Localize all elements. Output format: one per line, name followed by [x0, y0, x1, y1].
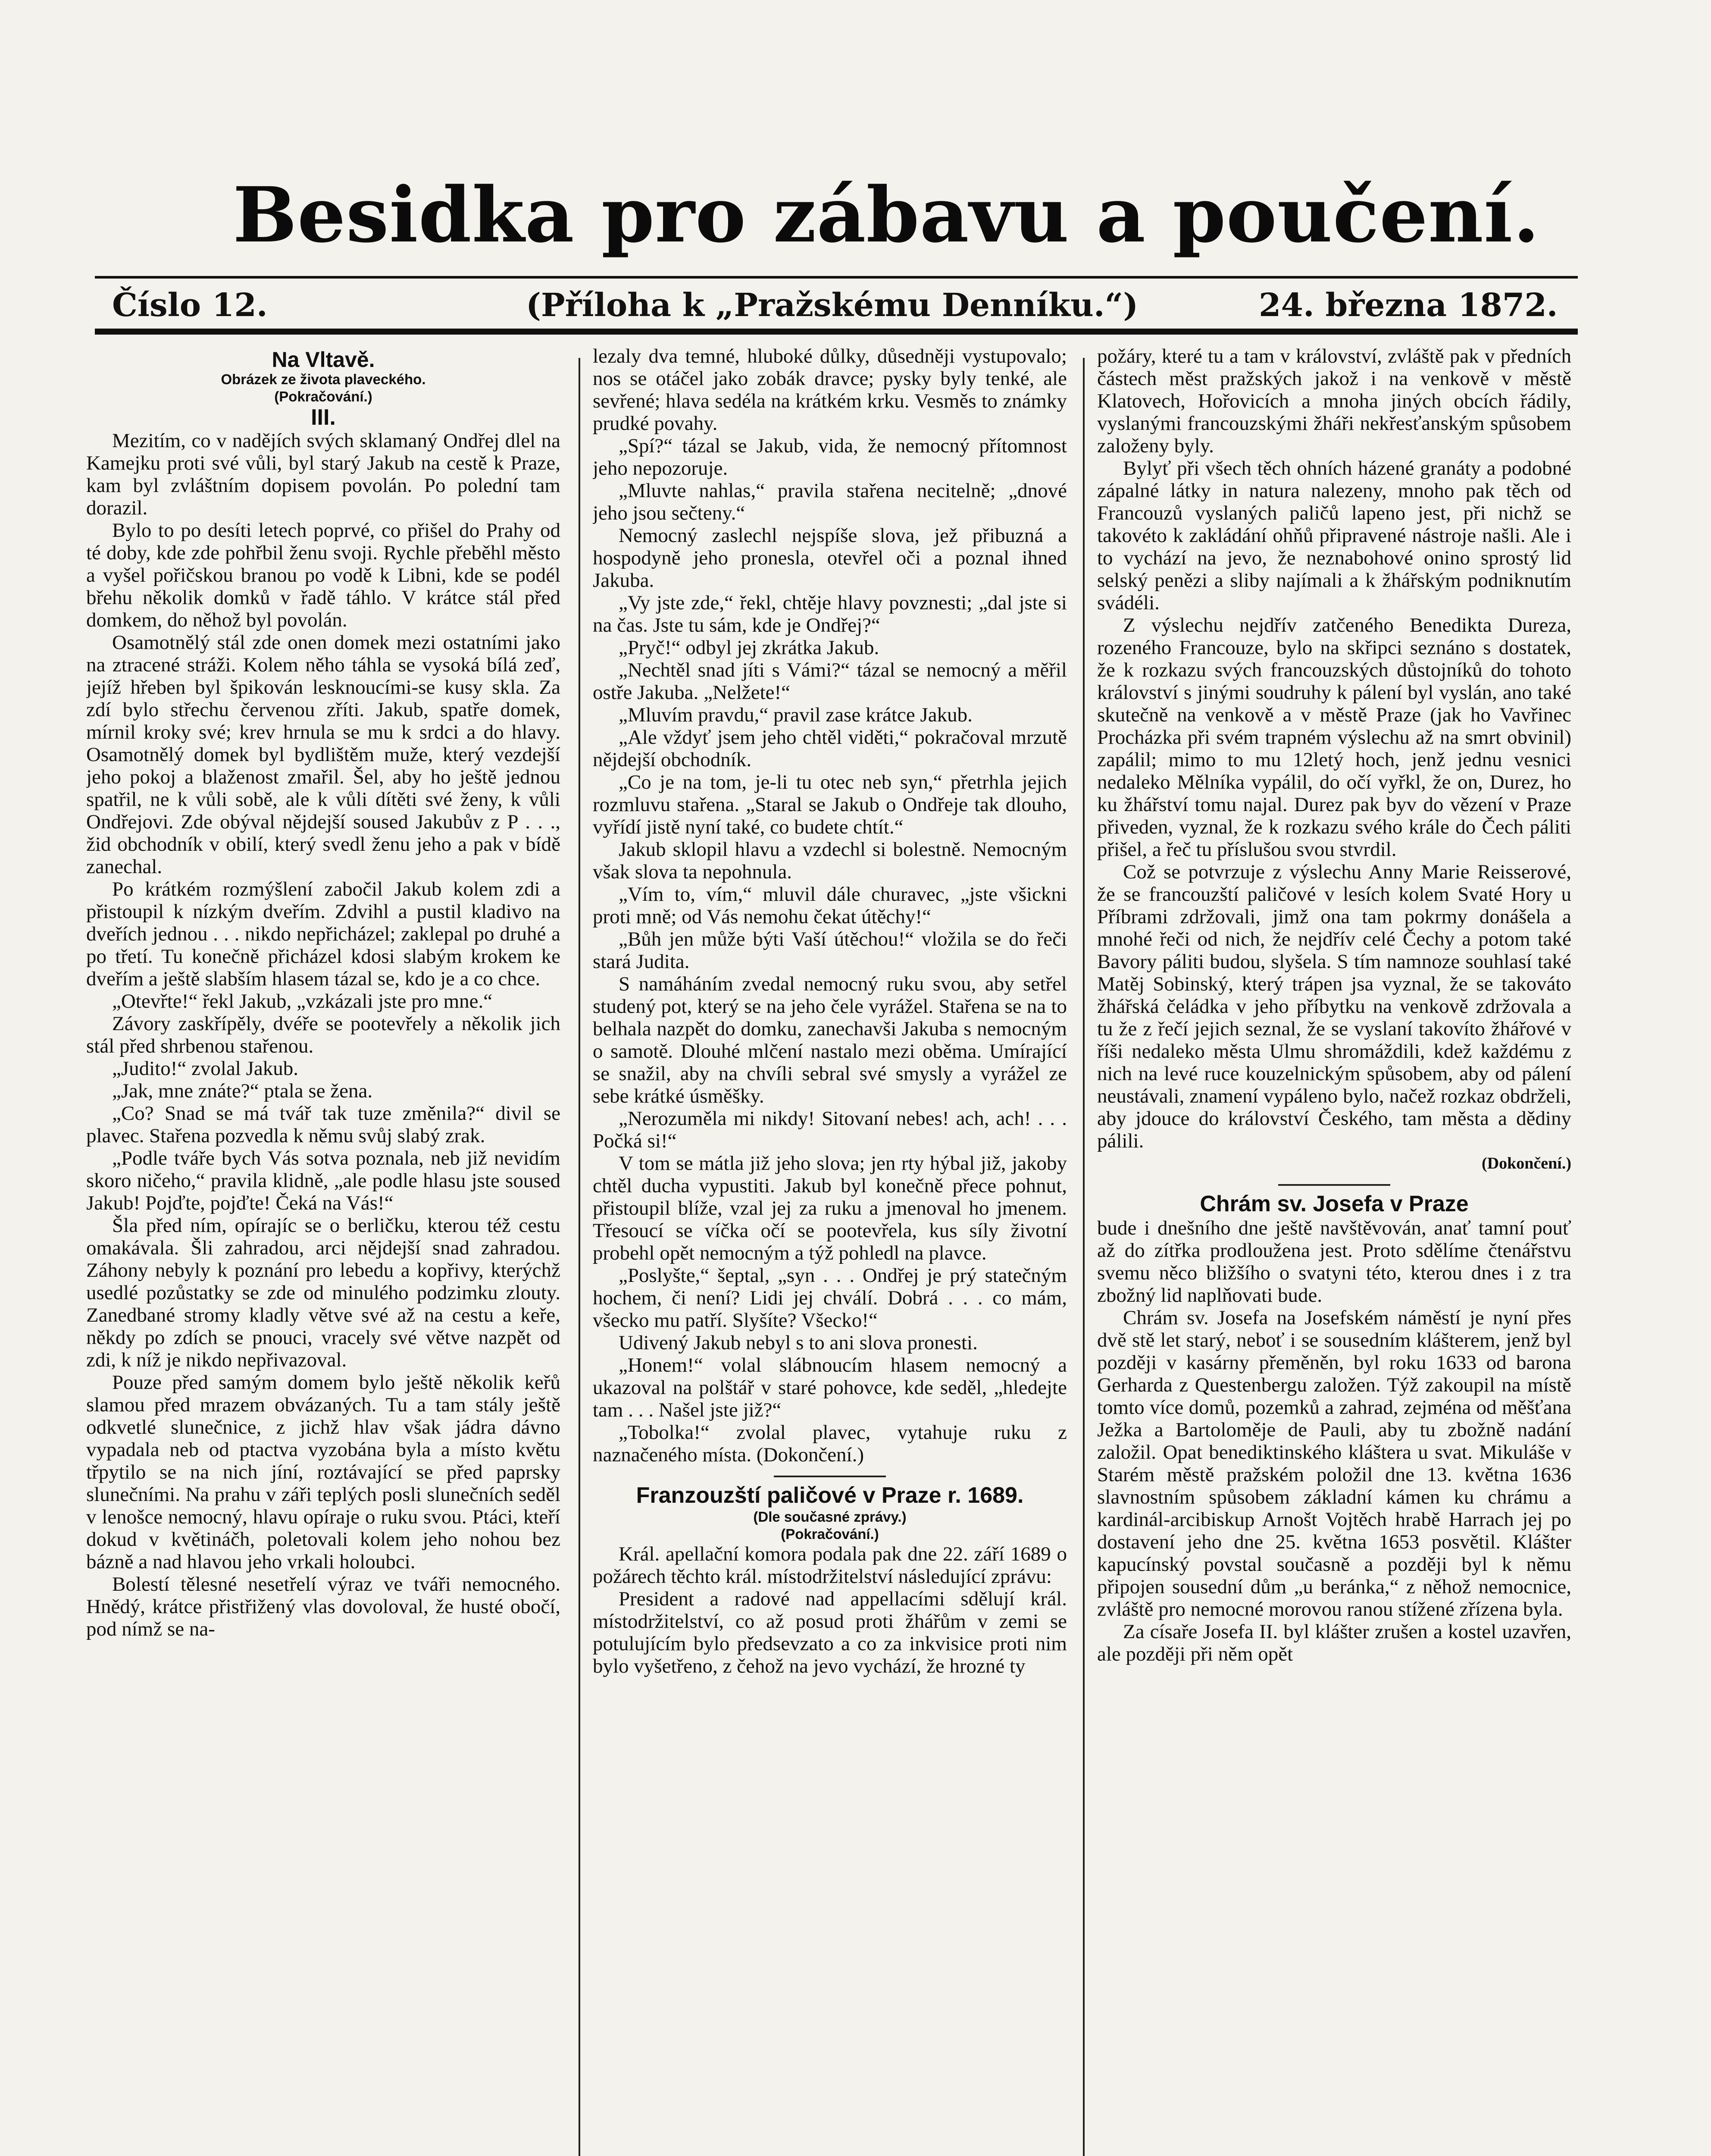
paragraph: „Nechtěl snad jíti s Vámi?“ tázal se nemocný a měřil ostře Jakuba. „Nelžete!“ — [593, 659, 1067, 704]
paragraph: V tom se mátla již jeho slova; jen rty hýbal již, jakoby chtěl ducha vypustiti. Jakub byl konečně přece pohnut, přistoupil blíže, vzal jej za ruku a jmenoval ho jmenem. Třesoucí se víčka očí se pootevřela, kus síly životní probehl opět nemocným a týž pohledl na plavce. — [593, 1152, 1067, 1264]
paragraph: Udivený Jakub nebyl s to ani slova pronesti. — [619, 1332, 978, 1354]
issue-supplement: (Příloha k „Pražskému Denníku.“) — [526, 287, 1139, 324]
paragraph: Král. apellační komora podala pak dne 22. září 1689 o požárech těchto král. místodržitelství následující zprávu: — [593, 1543, 1067, 1588]
paragraph: Nemocný zaslechl nejspíše slova, jež přibuzná a hospodyně jeho pronesla, otevřel oči a poznal ihned Jakuba. — [593, 524, 1067, 592]
column-2 — [593, 345, 1067, 2156]
article-end: (Dokončení.) — [1482, 1154, 1571, 1172]
paragraph: „Podle tváře bych Vás sotva poznala, neb již nevidím skoro ničeho,“ pravila klidně, „ale podle hlasu jste soused Jakub! Pojďte, pojďte! Čeká na Vás!“ — [86, 1147, 560, 1214]
story-subtitle: Obrázek ze života plaveckého. — [221, 371, 426, 387]
paragraph: „Otevřte!“ řekl Jakub, „vzkázali jste pro mne.“ — [112, 990, 493, 1012]
paragraph: Z výslechu nejdřív zatčeného Benedikta Dureza, rozeného Francouze, bylo na skřipci seznáno s dostatek, že k rozkazu svých francouzských důstojníků do tohoto království s jinými soudruhy k pálení byl vyslán, ano také skutečně na venkově a v městě Praze (jak ho Vavřinec Procházka při svém trapném výslechu až na smrt obvinil) zapálil; mimo to mu 12letý hoch, jenž jednu vesnici nedaleko Mělníka vypálil, do očí vyřkl, že on, Durez, ho ku žhářství tomu najal. Durez pak byv do vězení v Praze přiveden, vyznal, že k rozkazu svého krále do Čech páliti přišel, a řeč tu příslušou svou stvrdil. — [1097, 614, 1571, 861]
column-3 — [1097, 345, 1571, 2156]
paragraph: lezaly dva temné, hluboké důlky, důsedněji vystupovalo; nos se otáčel jako zobák dravce; pysky byly tenké, ale sevřené; hlava sedéla na krátkém krku. Vesměs to známky prudké povahy. — [593, 345, 1067, 435]
story-continued: (Pokračování.) — [274, 389, 372, 404]
paragraph: „Mluvím pravdu,“ pravil zase krátce Jakub. — [619, 704, 973, 726]
paragraph: „Honem!“ volal slábnoucím hlasem nemocný a ukazoval na polštář v staré pohovce, kde seděl, „hledejte tam . . . Našel jste již?“ — [593, 1354, 1067, 1421]
paragraph: požáry, které tu a tam v království, zvláště pak v předních částech měst pražských jakož i na venkově v městě Klatovech, Hořovicích a mnoha jiných obcích řádily, vyslanými francouzskými žháři nekřesťanským spůsobem založeny byly. — [1097, 345, 1571, 457]
paragraph: Mezitím, co v nadějích svých sklamaný Ondřej dlel na Kamejku proti své vůli, byl starý Jakub na cestě k Praze, kam byl zvláštním dopisem povolán. Po polední tam dorazil. — [86, 429, 560, 519]
paragraph: Jakub sklopil hlavu a vzdechl si bolestně. Nemocným však slova ta nepohnula. — [593, 838, 1067, 883]
paragraph: Osamotnělý stál zde onen domek mezi ostatními jako na ztracené stráži. Kolem něho táhla se vysoká bílá zeď, jejíž hřeben byl špikován lesknoucími-se kusy skla. Za zdí bylo střechu červenou zříti. Jakub, spatře domek, mírnil kroky své; krev hrnula se mu k srdci a do hlavy. Osamotnělý domek byl bydlištěm muže, který vezdejší jeho pokoj a blaženost zmařil. Šel, aby ho ještě jednou spatřil, ne k vůli sobě, ale k vůli dítěti své ženy, k vůli Ondřejovi. Zde obýval nějdejší soused Jakubův z P . . ., žid obchodník v obilí, který svedl ženu jeho a pak v bídě zanechal. — [86, 631, 560, 878]
paragraph: Chrám sv. Josefa na Josefském náměstí je nyní přes dvě stě let starý, neboť i se sousedním klášterem, jenž byl později v kasárny přeměněn, byl roku 1633 od barona Gerharda z Questenbergu založen. Týž zakoupil na místě tomto více domů, pozemků a zahrad, zejména od měšťana Ježka a Bartoloměje de Pauli, aby tu zbožně nadání založil. Opat benediktinského kláštera u svat. Mikuláše v Starém městě pražském položil dne 13. května 1636 slavnostním spůsobem základní kámen ku chrámu a kardinál-arcibiskup Arnošt Vojtěch hrabě Harrach jej po dostavení jeho dne 25. května 1653 posvětil. Klášter kapucínský povstal současně a později byl k němu připojen sousední dům „u beránka,“ z něhož nemocnice, zvláště pro nemocné morovou ranou stížené zřízena byla. — [1097, 1307, 1571, 1620]
paragraph: „Bůh jen může býti Vaší útěchou!“ vložila se do řeči stará Judita. — [593, 928, 1067, 973]
issue-line — [95, 282, 1578, 328]
paragraph: „Co? Snad se má tvář tak tuze změnila?“ divil se plavec. Stařena pozvedla k němu svůj slabý zrak. — [86, 1102, 560, 1147]
masthead-rule — [95, 276, 1578, 279]
article-continued: (Pokračování.) — [781, 1526, 879, 1542]
paragraph: Za císaře Josefa II. byl klášter zrušen a kostel uzavřen, ale později při něm opět — [1097, 1620, 1571, 1665]
issue-rule — [95, 329, 1578, 335]
paragraph: President a radové nad appellacími sdělují král. místodržitelství, co až posud proti žhářům v zemi se potulujícím bylo předsevzato a co za inkvisice proti nim bylo vyšetřeno, z čehož na jevo vychází, že hrozné ty — [593, 1588, 1067, 1677]
paragraph: „Vím to, vím,“ mluvil dále churavec, „jste všickni proti mně; od Vás nemohu čekat útěchy!“ — [593, 883, 1067, 928]
section-rule — [774, 1476, 886, 1477]
paragraph: „Mluvte nahlas,“ pravila stařena necitelně; „dnové jeho jsou sečteny.“ — [593, 479, 1067, 524]
article-title: Franzouzští paličové v Praze r. 1689. — [636, 1483, 1024, 1508]
chapter-number: III. — [311, 405, 336, 430]
paragraph: Šla před ním, opírajíc se o berličku, kterou též cestu omakávala. Šli zahradou, arci nějdejší snad zahradou. Záhony nebyly k poznání pro lebedu a kopřivy, kterýchž usedlé pozůstatky se zde od minulého podzimku zlouty. Zanedbané stromy kladly větve své až na cestu a keře, někdy po zdích se pnouci, vracely své větve nazpět od zdi, k níž je nikdo nepřivazoval. — [86, 1214, 560, 1371]
paragraph: Závory zaskřípěly, dvéře se pootevřely a několik jich stál před shrbenou stařenou. — [86, 1012, 560, 1057]
paragraph: „Judito!“ zvolal Jakub. — [112, 1057, 299, 1080]
issue-number: Číslo 12. — [112, 287, 268, 324]
section-rule — [1278, 1184, 1390, 1186]
paragraph: „Nerozuměla mi nikdy! Sitovaní nebes! ach, ach! . . . Počká si!“ — [593, 1107, 1067, 1152]
paragraph: „Poslyšte,“ šeptal, „syn . . . Ondřej je prý statečným hochem, či není? Lidi jej chválí. Dobrá . . . co mám, všecko mu patří. Slyšíte? Všecko!“ — [593, 1264, 1067, 1332]
story-title: Na Vltavě. — [272, 348, 375, 372]
column-divider — [1083, 358, 1085, 2156]
paragraph: Což se potvrzuje z výslechu Anny Marie Reisserové, že se francouzští paličové v lesích kolem Svaté Hory u Příbrami zdržovali, jimž ona tam pokrmy donášela a mnohé řeči od nich, že nejdřív celé Čechy a potom také Bavory páliti budou, slyšela. S tím namnoze souhlasí také Matěj Sobinský, který trápen jsa vyznal, že se takováto žhářská čeládka v jeho příbytku na venkově zdržovala a tu že z řečí jejich seznal, že se vyslaní takovíto žhářové v říši nedaleko města Ulmu shromáždili, kdež každému z nich na levé ruce kouzelnickým spůsobem, aby od pálení neustávali, znamení vypáleno bylo, načež rozkaz obdrželi, aby jdouce do království Českého, tam města a dědiny pálili. — [1097, 861, 1571, 1152]
column-divider — [579, 358, 580, 2156]
column-1 — [86, 345, 560, 2156]
paragraph: S namáháním zvedal nemocný ruku svou, aby setřel studený pot, který se na jeho čele vyrážel. Stařena se na to belhala nazpět do domku, zanechavši Jakuba s nemocným o samotě. Dlouhé mlčení nastalo mezi oběma. Umírající se snažil, aby na chvíli sebral své smysly a vyrážel ze sebe krátké úsměšky. — [593, 973, 1067, 1107]
paragraph: „Vy jste zde,“ řekl, chtěje hlavy povznesti; „dal jste si na čas. Jste tu sám, kde je Ondřej?“ — [593, 592, 1067, 636]
paragraph: Bylyť při všech těch ohních házené granáty a podobné zápalné látky in natura nalezeny, mnoho pak těch od Francouzů vyslaných paličů lapeno jest, při nichž se takovéto k zakládání ohňů připravené nástroje našli. Ale i to vychází na jevo, že neznabohové onino sprostý lid selský penězi a sliby najímali a k žhářským podniknutím svádéli. — [1097, 457, 1571, 614]
paragraph: „Tobolka!“ zvolal plavec, vytahuje ruku z naznačeného místa. (Dokončení.) — [593, 1421, 1067, 1466]
paragraph: Pouze před samým domem bylo ještě několik keřů slamou před mrazem obvázaných. Tu a tam stály ještě odkvetlé slunečnice, z jichž hlav však jádra dávno vypadala neb od ptactva vyzobána byla a místo květu třpytilo se na nich jíní, roztávající se před paprsky slunečními. Na prahu v záři teplých posli slunečních seděl v lenošce nemocný, hlavu opíraje o ruku svou. Ptáci, kteří dokud v květináčh, poletovali kolem jeho nohou bez bázně a nad hlavou jeho vrkali holoubci. — [86, 1371, 560, 1573]
paragraph: „Ale vždyť jsem jeho chtěl viděti,“ pokračoval mrzutě nějdejší obchodník. — [593, 726, 1067, 771]
paragraph: Bylo to po desíti letech poprvé, co přišel do Prahy od té doby, kde zde pohřbil ženu svoji. Rychle přeběhl město a vyšel pořičskou branou po vodě k Libni, kde se podél břehu několik domků v řadě táhlo. V krátce stál před domkem, do něhož byl povolán. — [86, 519, 560, 631]
masthead-title: Besidka pro zábavu a poučení. — [233, 170, 1540, 260]
issue-date: 24. března 1872. — [1259, 287, 1558, 324]
paragraph: Bolestí tělesné nesetřelí výraz ve tváři nemocného. Hnědý, krátce přistřižený vlas dovoloval, že husté obočí, pod nímž se na- — [86, 1573, 560, 1640]
article-source: (Dle současné zprávy.) — [753, 1509, 907, 1525]
paragraph: bude i dnešního dne ještě navštěvován, anať tamní pouť až do zítřka prodloužena jest. Proto sdělíme čtenářstvu svemu něco bližšího o svatyni této, kterou dnes i z tra zbožný lid naplňovati bude. — [1097, 1217, 1571, 1307]
paragraph: „Jak, mne znáte?“ ptala se žena. — [112, 1080, 373, 1102]
paragraph: „Pryč!“ odbyl jej zkrátka Jakub. — [619, 636, 879, 659]
article-title: Chrám sv. Josefa v Praze — [1200, 1191, 1469, 1216]
paragraph: „Co je na tom, je-li tu otec neb syn,“ přetrhla jejich rozmluvu stařena. „Staral se Jakub o Ondřeje tak dlouho, vyřídí jistě nyní také, co budete chtít.“ — [593, 771, 1067, 838]
paragraph: Po krátkém rozmýšlení zabočil Jakub kolem zdi a přistoupil k nízkým dveřím. Zdvihl a pustil kladivo na dveřích jednou . . . nikdo nepřicházel; zaklepal po druhé a po třetí. Tu konečně přicházel kdosi slabým krokem ke dveřím a ještě slabším hlasem tázal se, kdo je a co chce. — [86, 878, 560, 990]
paragraph: „Spí?“ tázal se Jakub, vida, že nemocný přítomnost jeho nepozoruje. — [593, 435, 1067, 479]
